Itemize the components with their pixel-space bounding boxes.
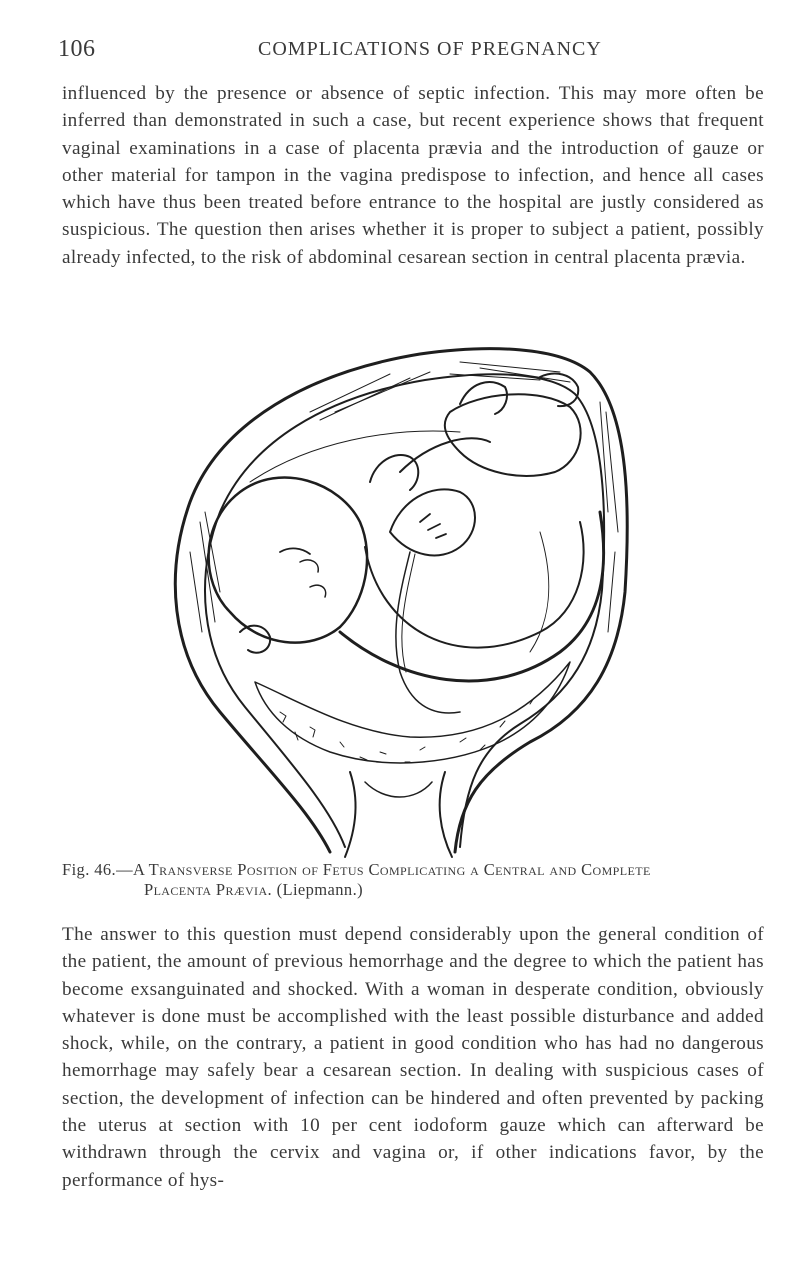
fetal-ear [240, 626, 270, 653]
cervix-right [440, 772, 452, 857]
fetal-head [209, 478, 367, 643]
fetal-arm [390, 489, 475, 555]
paragraph-1: influenced by the presence or absence of septic infection. This may more often be inferred than demonstrated in such a case, but recent experience shows that frequent vaginal examinations in a case of placenta prævia and the introduction of gauze or other material for tampon in the vagina predispose to infection, and hence all cases which have thus been treated before entrance to the hospital are justly considered as suspicious. The question then arises whether it is proper to subject a patient, possibly already infected, to the risk of abdominal cesarean section in central placenta prævia. [62, 83, 764, 268]
fetal-eye [280, 548, 310, 554]
caption-label: Fig. 46. [62, 860, 117, 879]
paragraph-2: The answer to this question must depend considerably upon the general condition of the patient, the amount of previous hemorrhage and the degree to which the patient has become exsanguinated and shocked. With a woman in desperate condition, obviously whatever is done must be accomplished with the least possible disturbance and added shock, while, on the contrary, a patient in good condition who has had no dangerous hemorrhage may safely bear a cesarean section. In dealing with suspicious cases of section, the development of infection can be hindered and often prevented by packing the uterus at section with 10 per cent iodoform gauze which can afterward be withdrawn through the cervix and vagina or, if other indications favor, by the performance of hys- [62, 924, 764, 1191]
caption-title-line1: —A Transverse Position of Fetus Complicating a Central and Complete [116, 860, 651, 879]
page-number: 106 [58, 36, 96, 62]
caption-line2-wrap [62, 880, 764, 900]
caption-credit: (Liepmann.) [276, 880, 363, 899]
running-head: COMPLICATIONS OF PREGNANCY [258, 38, 602, 60]
cervix-left [345, 772, 355, 857]
caption-title-line2: Placenta Prævia. [144, 880, 273, 899]
page-header [58, 36, 758, 66]
uterine-wall-outer [175, 349, 627, 852]
placenta-texture [280, 698, 534, 762]
uterine-wall-inner [205, 374, 604, 847]
wall-hatching [190, 362, 618, 632]
umbilical-cord [396, 552, 460, 713]
figure-caption [62, 860, 764, 900]
figure-illustration [160, 332, 630, 862]
fetal-back [340, 512, 604, 681]
fetus-uterus-illustration [160, 332, 630, 862]
